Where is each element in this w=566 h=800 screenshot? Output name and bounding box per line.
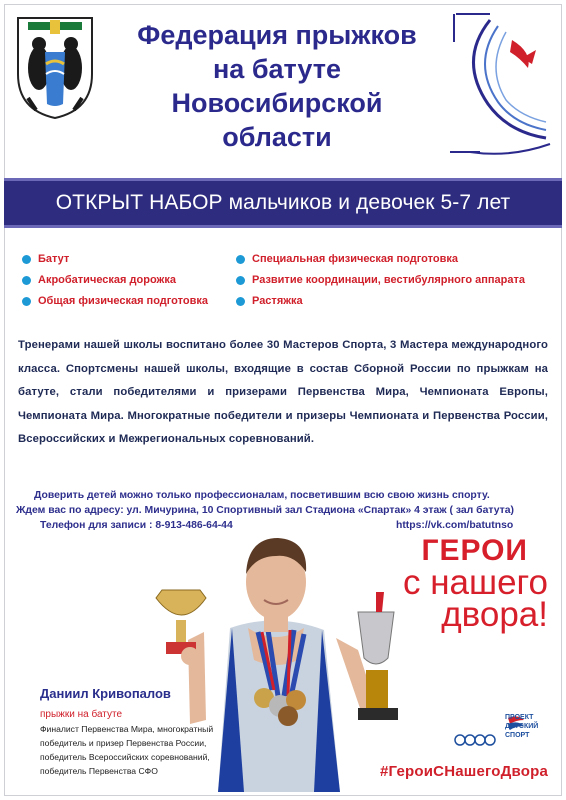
program-item: [22, 271, 232, 292]
federation-title: [112, 18, 442, 154]
bullet-dot-icon: [236, 297, 245, 306]
enrollment-banner: [4, 178, 562, 228]
program-item-label: Развитие координации, вестибулярного аппарата: [252, 274, 525, 286]
title-line: области: [222, 122, 332, 152]
contact-line-trust: Доверить детей можно только профессионалам, посветившим всю свою жизнь спорту.: [34, 490, 490, 501]
program-item-label: Специальная физическая подготовка: [252, 253, 458, 265]
trampoline-logo: [450, 12, 554, 160]
school-achievements-text: Тренерами нашей школы воспитано более 30 Мастеров Спорта, 3 Мастера международного класса. Спортсмены нашей школы, входящие в состав Сборной России по прыжкам на батуте, стали победителями и призерами Первенства Мира, Чемпионата Европы, Чемпионата Мира. Многократные победители и призеры Чемпионата и Первенства России, Всероссийских и Межрегиональных соревнований.: [18, 339, 548, 446]
athlete-name: Даниил Кривопалов: [40, 686, 171, 701]
program-item: [22, 250, 232, 271]
contact-vk-link[interactable]: https://vk.com/batutnso: [396, 520, 514, 531]
coat-of-arms-emblem: [14, 12, 96, 122]
bullet-dot-icon: [22, 297, 31, 306]
contact-phone: Телефон для записи : 8-913-486-64-44: [40, 520, 233, 531]
heroes-line-2: с нашего: [402, 563, 548, 602]
athlete-discipline: прыжки на батуте: [40, 709, 123, 720]
program-item: [22, 292, 232, 313]
program-item: [236, 292, 556, 313]
program-item: [236, 271, 556, 292]
project-label-line: ДЕТСКИЙ: [505, 723, 539, 730]
title-line: на батуте: [213, 54, 341, 84]
heroes-headline: [378, 534, 548, 634]
bullet-dot-icon: [22, 276, 31, 285]
campaign-hashtag: #ГероиСНашегоДвора: [380, 763, 549, 780]
bullet-dot-icon: [236, 255, 245, 264]
program-item-label: Растяжка: [252, 295, 303, 307]
title-line: Федерация прыжков: [137, 20, 417, 50]
contact-line-address: Ждем вас по адресу: ул. Мичурина, 10 Спортивный зал Стадиона «Спартак» 4 этаж ( зал батута): [16, 505, 514, 516]
athlete-achievements: Финалист Первенства Мира, многократный победитель и призер Первенства России, победитель Всероссийских соревнований, победитель Первенства СФО: [40, 724, 214, 776]
project-label-line: ПРОЕКТ: [505, 714, 534, 721]
program-item-label: Общая физическая подготовка: [38, 295, 208, 307]
project-label-line: СПОРТ: [505, 732, 530, 739]
project-label: [505, 713, 538, 740]
banner-text: ОТКРЫТ НАБОР мальчиков и девочек 5-7 лет: [55, 191, 511, 214]
program-item: [236, 250, 556, 271]
program-item-label: Акробатическая дорожка: [38, 274, 176, 286]
program-item-label: Батут: [38, 253, 70, 265]
program-list-left: [22, 250, 232, 313]
bullet-dot-icon: [236, 276, 245, 285]
bullet-dot-icon: [22, 255, 31, 264]
title-line: Новосибирской: [171, 88, 383, 118]
heroes-line-1: ГЕРОИ: [421, 534, 528, 567]
heroes-line-3: двора!: [441, 595, 548, 634]
program-list-right: [236, 250, 556, 313]
